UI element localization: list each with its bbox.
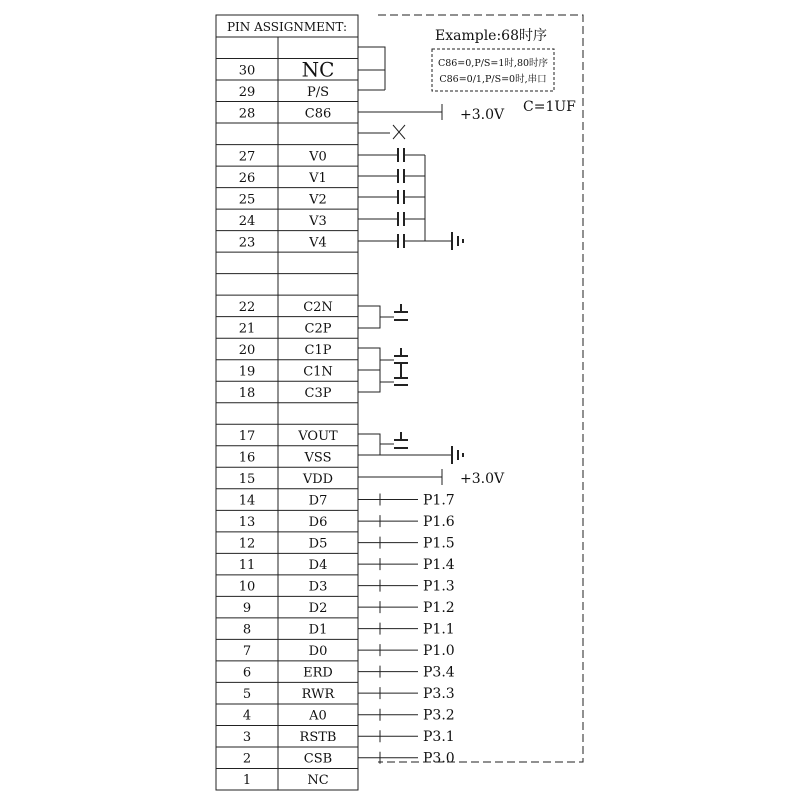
table-row	[216, 166, 358, 186]
table-row	[216, 725, 358, 745]
pin-name: NC	[307, 773, 329, 789]
pin-name: A0	[309, 708, 327, 724]
pin-name: CSB	[303, 751, 333, 767]
pin-name: D1	[308, 622, 328, 638]
pin-name: VDD	[302, 472, 334, 488]
table-row	[216, 209, 358, 229]
pin-name: V2	[309, 192, 327, 208]
pin-number: 16	[238, 450, 256, 466]
v-capacitors	[398, 148, 404, 248]
pin-number: 17	[238, 429, 256, 445]
table-row	[216, 618, 358, 638]
c1-c3-capacitors	[394, 348, 408, 385]
port-label: P1.2	[423, 600, 455, 617]
port-label: P3.3	[423, 686, 455, 703]
pin-name: V3	[309, 213, 327, 229]
pin-name: NC	[301, 57, 335, 82]
example-note-line1: C86=0,P/S=1时,80时序	[437, 58, 549, 69]
pin-number: 2	[242, 751, 252, 767]
port-label: P3.4	[423, 664, 455, 681]
table-row	[216, 532, 358, 552]
table-row	[216, 575, 358, 595]
table-row	[216, 446, 358, 466]
table-header: PIN ASSIGNMENT:	[226, 20, 348, 34]
bus-lines	[358, 493, 455, 767]
pin-name: P/S	[306, 84, 330, 100]
wiring	[358, 47, 505, 767]
vout-wire	[358, 434, 394, 455]
capacitor-value-label: C=1UF	[523, 99, 576, 115]
pin-number: 18	[238, 385, 256, 401]
pin-number: 11	[238, 558, 256, 574]
pin-number: 4	[242, 708, 252, 724]
table-row	[216, 639, 358, 659]
table-row	[216, 360, 358, 380]
table-row	[216, 338, 358, 358]
pin-name: C86	[304, 106, 332, 122]
table-row	[216, 704, 358, 724]
pin-name: V4	[309, 235, 327, 251]
table-row	[216, 145, 358, 165]
port-label: P1.3	[423, 578, 455, 595]
pin-number: 25	[238, 192, 256, 208]
table-row	[216, 596, 358, 616]
pin-number: 30	[238, 63, 256, 79]
port-label: P1.0	[423, 643, 455, 660]
table-row	[216, 424, 358, 444]
pin-number: 3	[242, 730, 252, 746]
pin-number: 8	[242, 622, 252, 638]
pin-number: 15	[238, 472, 256, 488]
port-label: P3.2	[423, 707, 455, 724]
table-row	[216, 768, 358, 788]
pin-name: C2P	[304, 321, 332, 337]
table-row	[216, 747, 358, 767]
pin-number: 21	[238, 321, 256, 337]
c2-wire	[358, 306, 394, 328]
nc-ps-wire	[358, 47, 385, 90]
pin-name: C2N	[303, 299, 333, 315]
table-row	[216, 57, 358, 81]
pin-number: 14	[238, 493, 256, 509]
ground-symbol-bottom	[452, 446, 463, 464]
table-row	[216, 661, 358, 681]
port-label: P1.7	[423, 492, 455, 509]
pin-name: C1N	[303, 364, 333, 380]
ground-symbol-top	[452, 232, 463, 250]
port-label: P3.0	[423, 750, 455, 767]
pin-name: D5	[308, 536, 328, 552]
no-connect-mark	[358, 125, 405, 139]
table-row	[216, 188, 358, 208]
port-label: P1.1	[423, 621, 455, 638]
pin-name: D2	[308, 601, 328, 617]
pin-number: 13	[238, 515, 256, 531]
pin-name: ERD	[303, 665, 333, 681]
table-row	[216, 295, 358, 315]
pin-number: 28	[238, 106, 256, 122]
table-row	[216, 489, 358, 509]
pin-number: 26	[238, 170, 256, 186]
vdd-wire	[358, 469, 442, 485]
pin-number: 5	[242, 687, 252, 703]
pin-name: VSS	[304, 450, 332, 466]
pin-name: D6	[308, 515, 328, 531]
pin-name: RSTB	[299, 730, 337, 746]
pin-number: 29	[238, 84, 256, 100]
table-row	[216, 467, 358, 487]
pin-name: VOUT	[298, 429, 338, 445]
supply-label-top: +3.0V	[460, 107, 505, 123]
table-row	[216, 231, 358, 251]
pin-number: 23	[238, 235, 256, 251]
table-row	[216, 317, 358, 337]
pin-name: D4	[308, 558, 328, 574]
table-row	[216, 381, 358, 401]
pin-name: D0	[308, 644, 328, 660]
pin-number: 19	[238, 364, 256, 380]
pin-name: RWR	[301, 687, 335, 703]
table-row	[216, 102, 358, 122]
port-label: P1.6	[423, 514, 455, 531]
c1-c3-wire	[358, 348, 394, 392]
table-row	[216, 510, 358, 530]
table-row	[216, 682, 358, 702]
pin-name: D3	[308, 579, 328, 595]
pin-name: D7	[308, 493, 328, 509]
pin-assignment-table	[216, 15, 358, 790]
table-row	[216, 553, 358, 573]
example-note-line2: C86=0/1,P/S=0时,串口	[439, 74, 547, 85]
pin-number: 12	[238, 536, 256, 552]
table-rows	[216, 37, 358, 790]
vout-capacitor	[394, 432, 408, 448]
pin-number: 9	[242, 601, 252, 617]
pin-number: 22	[238, 299, 256, 315]
pin-number: 7	[242, 644, 252, 660]
pin-name: C1P	[304, 342, 332, 358]
pin-number: 20	[238, 342, 256, 358]
pin-number: 1	[242, 773, 252, 789]
supply-label-bottom: +3.0V	[460, 471, 505, 487]
port-label: P3.1	[423, 729, 455, 746]
pin-name: V1	[309, 170, 327, 186]
pin-number: 24	[238, 213, 256, 229]
pin-number: 27	[238, 149, 256, 165]
port-label: P1.5	[423, 535, 455, 552]
pin-name: V0	[309, 149, 327, 165]
pin-name: C3P	[304, 385, 332, 401]
c86-supply-wire	[358, 104, 442, 120]
example-title: Example:68时序	[435, 28, 547, 44]
pin-number: 10	[238, 579, 256, 595]
port-label: P1.4	[423, 557, 455, 574]
pin-number: 6	[242, 665, 252, 681]
c2-capacitor	[394, 304, 408, 320]
table-row	[216, 80, 358, 100]
